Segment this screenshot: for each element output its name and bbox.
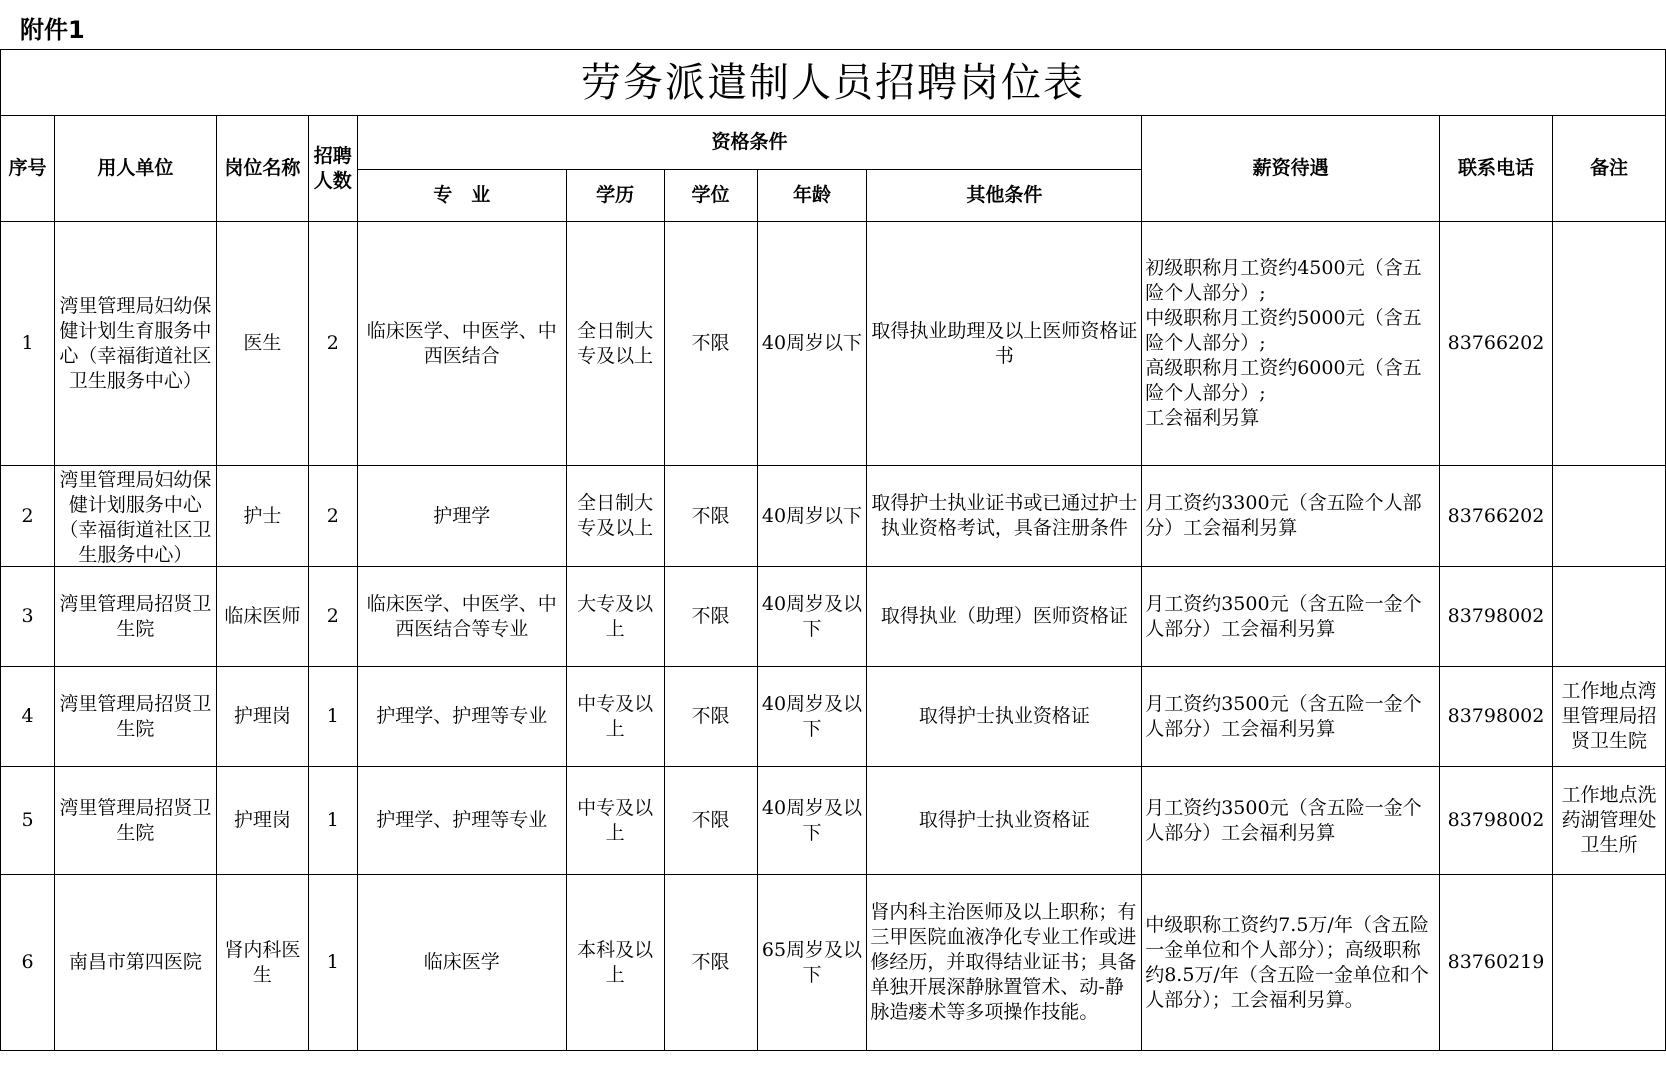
cell-count: 2 — [308, 222, 357, 466]
cell-seq: 3 — [1, 567, 55, 667]
cell-employer: 南昌市第四医院 — [54, 875, 216, 1051]
cell-education: 中专及以上 — [566, 767, 664, 875]
cell-seq: 1 — [1, 222, 55, 466]
cell-major: 临床医学 — [357, 875, 566, 1051]
cell-major: 临床医学、中医学、中西医结合等专业 — [357, 567, 566, 667]
header-qualifications: 资格条件 — [357, 116, 1141, 170]
salary-line: 工会福利另算 — [1145, 407, 1260, 429]
table-row — [1, 567, 1666, 667]
cell-remark: 工作地点湾里管理局招贤卫生院 — [1552, 667, 1665, 767]
cell-phone: 83766202 — [1440, 466, 1553, 567]
table-row — [1, 767, 1666, 875]
cell-age: 40周岁及以下 — [757, 567, 867, 667]
employer-text: 湾里管理局妇幼保健计划服务中心（幸福街道社区卫生服务中心） — [59, 469, 212, 564]
table-row — [1, 875, 1666, 1051]
cell-seq: 5 — [1, 767, 55, 875]
salary-line: 中级职称工资约7.5万/年（含五险一金单位和个人部分）；高级职称约8.5万/年（含五险一金单位和个人部分）；工会福利另算。 — [1145, 913, 1429, 1011]
cell-salary — [1142, 667, 1440, 767]
table-title: 劳务派遣制人员招聘岗位表 — [1, 50, 1666, 116]
header-salary: 薪资待遇 — [1142, 116, 1440, 222]
cell-post: 护士 — [216, 466, 308, 567]
cell-remark — [1552, 567, 1665, 667]
salary-line: 月工资约3500元（含五险一金个人部分）工会福利另算 — [1145, 592, 1422, 640]
cell-salary — [1142, 222, 1440, 466]
cell-other: 取得执业助理及以上医师资格证书 — [867, 222, 1142, 466]
cell-major: 临床医学、中医学、中西医结合 — [357, 222, 566, 466]
cell-education: 中专及以上 — [566, 667, 664, 767]
table-row — [1, 466, 1666, 567]
cell-count: 2 — [308, 466, 357, 567]
cell-education: 大专及以上 — [566, 567, 664, 667]
cell-major: 护理学、护理等专业 — [357, 767, 566, 875]
cell-employer: 湾里管理局妇幼保健计划生育服务中心（幸福街道社区卫生服务中心） — [54, 222, 216, 466]
attachment-label: 附件1 — [20, 16, 85, 44]
cell-other: 取得执业（助理）医师资格证 — [867, 567, 1142, 667]
cell-seq: 2 — [1, 466, 55, 567]
cell-remark — [1552, 466, 1665, 567]
cell-seq: 4 — [1, 667, 55, 767]
cell-employer: 湾里管理局招贤卫生院 — [54, 567, 216, 667]
cell-other: 取得护士执业证书或已通过护士执业资格考试，具备注册条件 — [867, 466, 1142, 567]
cell-phone: 83798002 — [1440, 667, 1553, 767]
salary-line: 月工资约3500元（含五险一金个人部分）工会福利另算 — [1145, 796, 1422, 844]
header-employer: 用人单位 — [54, 116, 216, 222]
header-major: 专 业 — [357, 170, 566, 222]
cell-seq: 6 — [1, 875, 55, 1051]
cell-post: 肾内科医生 — [216, 875, 308, 1051]
cell-count: 1 — [308, 767, 357, 875]
cell-salary — [1142, 767, 1440, 875]
cell-education: 全日制大专及以上 — [566, 466, 664, 567]
cell-degree: 不限 — [664, 567, 757, 667]
cell-phone: 83760219 — [1440, 875, 1553, 1051]
cell-phone: 83766202 — [1440, 222, 1553, 466]
header-other: 其他条件 — [867, 170, 1142, 222]
salary-line: 月工资约3500元（含五险一金个人部分）工会福利另算 — [1145, 692, 1422, 740]
cell-other: 取得护士执业资格证 — [867, 767, 1142, 875]
cell-post: 医生 — [216, 222, 308, 466]
cell-major: 护理学 — [357, 466, 566, 567]
cell-post: 临床医师 — [216, 567, 308, 667]
cell-count: 2 — [308, 567, 357, 667]
cell-remark: 工作地点洗药湖管理处卫生所 — [1552, 767, 1665, 875]
cell-salary — [1142, 466, 1440, 567]
header-degree: 学位 — [664, 170, 757, 222]
cell-education: 全日制大专及以上 — [566, 222, 664, 466]
table-row — [1, 667, 1666, 767]
cell-post: 护理岗 — [216, 767, 308, 875]
header-age: 年龄 — [757, 170, 867, 222]
cell-age: 65周岁及以下 — [757, 875, 867, 1051]
cell-age: 40周岁以下 — [757, 222, 867, 466]
header-count: 招聘人数 — [308, 116, 357, 222]
cell-remark — [1552, 222, 1665, 466]
cell-age: 40周岁及以下 — [757, 667, 867, 767]
cell-degree: 不限 — [664, 222, 757, 466]
salary-line: 高级职称月工资约6000元（含五险个人部分）; — [1145, 357, 1422, 404]
cell-other: 肾内科主治医师及以上职称；有三甲医院血液净化专业工作或进修经历，并取得结业证书；具备单独开展深静脉置管术、动-静脉造瘘术等多项操作技能。 — [867, 875, 1142, 1051]
header-phone: 联系电话 — [1440, 116, 1553, 222]
cell-remark — [1552, 875, 1665, 1051]
table-row — [1, 222, 1666, 466]
header-remark: 备注 — [1552, 116, 1665, 222]
header-seq: 序号 — [1, 116, 55, 222]
salary-line: 初级职称月工资约4500元（含五险个人部分）; — [1145, 257, 1422, 304]
salary-line: 月工资约3300元（含五险个人部分）工会福利另算 — [1145, 492, 1422, 539]
cell-age: 40周岁以下 — [757, 466, 867, 567]
header-education: 学历 — [566, 170, 664, 222]
cell-phone: 83798002 — [1440, 567, 1553, 667]
cell-degree: 不限 — [664, 667, 757, 767]
cell-employer: 湾里管理局招贤卫生院 — [54, 767, 216, 875]
cell-degree: 不限 — [664, 767, 757, 875]
cell-degree: 不限 — [664, 466, 757, 567]
cell-employer: 湾里管理局招贤卫生院 — [54, 667, 216, 767]
recruitment-table — [0, 49, 1666, 1051]
cell-post: 护理岗 — [216, 667, 308, 767]
cell-phone: 83798002 — [1440, 767, 1553, 875]
cell-age: 40周岁及以下 — [757, 767, 867, 875]
cell-other: 取得护士执业资格证 — [867, 667, 1142, 767]
cell-major: 护理学、护理等专业 — [357, 667, 566, 767]
cell-salary — [1142, 567, 1440, 667]
cell-salary — [1142, 875, 1440, 1051]
cell-count: 1 — [308, 875, 357, 1051]
header-post: 岗位名称 — [216, 116, 308, 222]
cell-employer — [54, 466, 216, 567]
cell-degree: 不限 — [664, 875, 757, 1051]
cell-education: 本科及以上 — [566, 875, 664, 1051]
salary-line: 中级职称月工资约5000元（含五险个人部分）; — [1145, 307, 1422, 354]
cell-count: 1 — [308, 667, 357, 767]
